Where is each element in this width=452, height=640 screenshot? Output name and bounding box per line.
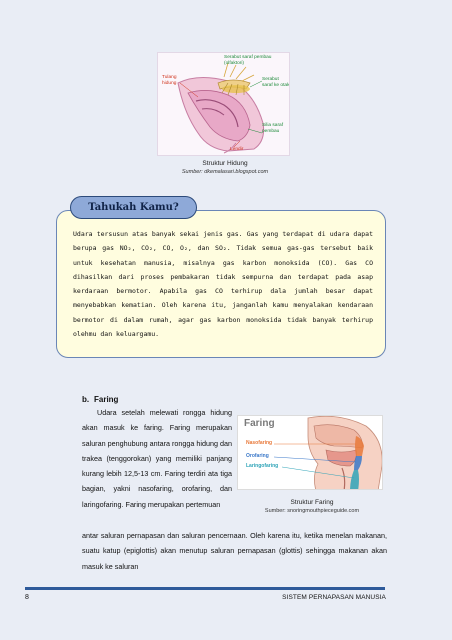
nose-illustration [158, 53, 290, 156]
label-nasofaring: Nasofaring [246, 440, 273, 446]
footer-divider [25, 587, 385, 590]
page-number: 8 [25, 594, 29, 601]
figure-title: Struktur Faring [290, 499, 334, 506]
label-serabut-saraf-ke-otak: Serabut saraf ke otak [262, 77, 290, 88]
info-box-heading: Tahukah Kamu? [88, 202, 179, 213]
figure-source: Sumber: snoringmouthpieceguide.com [264, 508, 360, 514]
info-box-text: Udara tersusun atas banyak sekai jenis gas. Gas yang terdapat di udara dapat berupa gas NO₂, CO₂, CO, O₂, dan SO₂. Tidak semua gas-gas tersebut baik untuk kesehatan manusia, misalnya gas karbon monoksida (CO). Gas CO dihasilkan dari proses pembakaran tidak sempurna dan terdapat pada asap kerdaraan bermotor. Apabila gas CO terhirup dala jumlah besar dapat menyebabkan kematian. Oleh karena itu, janganlah kamu menyalakan kendaraan bermotor di dalam rumah, agar gas karbon monoksida tidak banyak terhirup olehmu dan keluargamu. [73, 230, 373, 339]
label-faring: Faring [244, 418, 275, 429]
section-title: Faring [94, 395, 119, 404]
faring-paragraph-part1: Udara setelah melewati rongga hidung akan masuk ke faring. Faring merupakan saluran penghubung antara rongga hidung dan trakea (tenggorokan) yang memiliki panjang kurang lebih 12,5-13 cm. Faring terdiri ata tiga bagian, yakni nasofaring, orofaring, dan laringofaring. Faring merupakan pertemuan [82, 408, 232, 509]
label-serabut-saraf-pembau: Serabut saraf pembau (olfaktori) [224, 55, 272, 66]
label-orofaring: Orofaring [246, 453, 269, 459]
faring-paragraph-part2: antar saluran pernapasan dan saluran pencernaan. Oleh karena itu, ketika menelan makanan, suatu katup (epiglottis) akan menutup saluran pernapasan (glottis) sehingga makanan akan masuk ke saluran [82, 531, 387, 571]
footer-title: SISTEM PERNAPASAN MANUSIA [282, 594, 386, 601]
label-silia-saraf-pembau: Silia saraf pembau [262, 123, 284, 134]
info-box-heading-tab [70, 196, 197, 219]
label-laringofaring: Laringofaring [246, 463, 279, 469]
nose-figure-caption [150, 159, 300, 177]
figure-title: Struktur Hidung [202, 160, 248, 167]
pharynx-structure-figure [237, 415, 383, 490]
section-heading [82, 395, 118, 404]
section-number: b. [82, 395, 90, 404]
nose-structure-figure [157, 52, 290, 156]
label-lendir: Lendir [230, 147, 244, 152]
label-tulang-hidung: Tulang hidung [162, 75, 177, 86]
pharynx-figure-caption [237, 498, 387, 516]
figure-source: Sumber: dkemalasari.blogspot.com [181, 169, 269, 175]
